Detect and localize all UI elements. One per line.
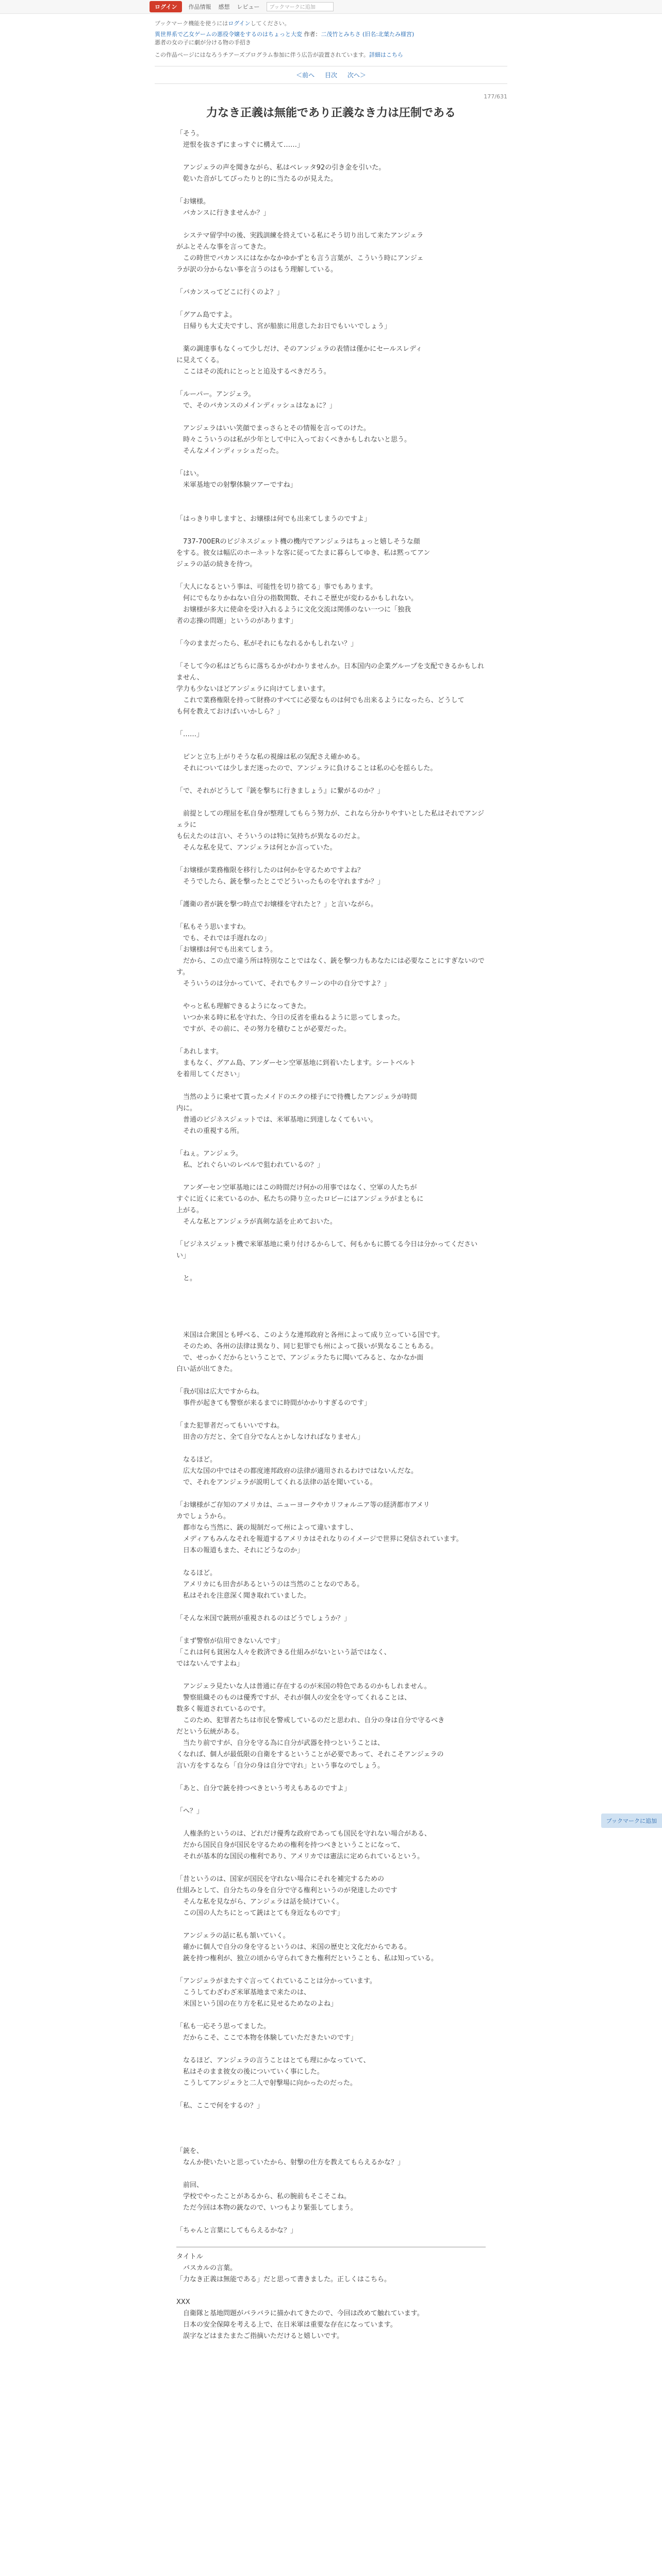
novel-line: 普通のビジネスジェットでは、米軍基地に到達しなくてもいい。 [176,1116,377,1124]
novel-line: アンジェラ見たいな人は普通に存在するのが米国の特色であるのかもしれません。 [176,1683,431,1690]
novel-line: くなれば、個人が最低限の自衛をするということが必要であって、それこそアンジェラの [176,1751,444,1758]
login-note-text: ブックマーク機能を使うには [155,20,228,27]
novel-line: 「ちゃんと言葉にしてもらえるかな？」 [176,2227,297,2234]
novel-line [176,1624,486,1636]
novel-line: 「お嬢様がご存知のアメリカは、ニューヨークやカリフォルニア等の経済都市アメリ [176,1501,430,1509]
next-link[interactable]: 次へ＞ [347,72,366,79]
novel-line [176,1375,486,1386]
novel-line: まもなく、グアム島、アンダーセン空軍基地に到着いたします。シートベルト [176,1059,416,1067]
floating-bookmark-button[interactable]: ブックマークに追加 [601,1814,662,1828]
novel-line [176,888,486,899]
novel-line: 「お嬢様が業務権限を移行したのは何かを守るためですよね？ [176,867,365,874]
novel-line: それについては少しまだ迷ったので、アンジェラに負けることは私の心を揺らした。 [176,765,437,772]
novel-line: 私はそのまま彼女の後についていく事にした。 [176,2068,324,2076]
novel-line: 米国という国の在り方を私に見せるためなのよね」 [176,2000,338,2008]
novel-line: アメリカにも田舎があるというのは当然のことなのである。 [176,1581,364,1588]
afterword-line: 「力なき正義は無能である」だと思って書きました。正しくはこちら。 [176,2276,391,2283]
novel-line [176,1670,486,1681]
login-note [155,19,507,27]
novel-line: がふとそんな事を言ってきた。 [176,243,271,251]
afterword-line: XXX [176,2298,190,2306]
novel-line: お嬢様が多大に使命を受け入れるように文化交流は関係のない一つに「独我 [176,606,411,614]
novel-line [176,332,486,344]
novel-line: ピンと立ち上がりそうな私の視線は私の気配さえ確かめる。 [176,753,365,761]
novel-line: ジェラの話の続きを待つ。 [176,561,257,568]
novel-line: 前提としての理屈を私自身が整理してもらう努力が、これなら分かりやすいとした私はそれでアンジェラに [176,810,485,829]
afterword-line: 誤字などはまたまたご指摘いただけると嬉しいです。 [176,2332,343,2340]
novel-line: 言い方をするなら「自分の身は自分で守れ」という事なのでしょう。 [176,1762,385,1770]
novel-line: 乾いた音がしてぴったりと的に当たるのが見えた。 [176,175,338,183]
ad-notice [155,50,507,59]
novel-line: この時世でバカンスにはなかなかゆかずとも言う言葉が、こういう時にアンジェ [176,255,424,262]
novel-line: 「そんな米国で銃刑が重視されるのはどうでしょうか？」 [176,1615,351,1622]
novel-line: メディアもみんなそれを報道するアメリカはそれなりのイメージで世界に発信されています。 [176,1535,463,1543]
novel-line: ただ今回は本物の銃なので、いつもより緊張してしまう。 [176,2204,357,2212]
novel-line: それの重視する所。 [176,1127,244,1135]
top-nav [188,3,259,11]
novel-line [176,2010,486,2021]
novel-line: 「大人になるという事は、可能性を切り捨てる」事でもあります。 [176,583,377,591]
novel-line: だという伝統がある。 [176,1728,244,1736]
novel-line [176,2112,486,2123]
novel-line: 当たり前ですが、自分を守る為に自分が武器を持つということは、 [176,1739,385,1747]
novel-line [176,1137,486,1148]
afterword-line: タイトル [176,2253,203,2261]
novel-line [176,740,486,752]
novel-line [176,1919,486,1930]
novel-line [176,774,486,786]
novel-line: で、それをアンジェラが説明してくれる法律の話を聞いている。 [176,1479,377,1486]
novel-line [176,990,486,1001]
novel-line: 「昔というのは、国家が国民を守れない場合にそれを補完するための [176,1875,385,1883]
series-title: 異世界系で乙女ゲームの悪役令嬢をするのはちょっと大変 [155,31,302,38]
novel-line [176,1307,486,1318]
novel-line [176,1296,486,1307]
novel-line: そんな私を見ながら、アンジェラは話を続けていく。 [176,1898,343,1906]
novel-line: だから、この点で違う所は特別なことではなく、銃を撃つ力もあなたには必要なことにすぎないのです。 [176,957,485,976]
novel-line [176,2214,486,2225]
novel-line: 「アンジェラがまたすぐ言ってくれていることは分かっています。 [176,1977,376,1985]
novel-line: 学力も少ないほどアンジェラに向けてしまいます。 [176,685,329,693]
novel-line: 「我が国は広大ですからね。 [176,1388,264,1396]
novel-line [176,2089,486,2100]
novel-line: 者の志操の問題」というのがあります」 [176,617,297,625]
novel-line: 薬の調達事もなくって少しだけ、そのアンジェラの表情は僅かにセールスレディ [176,345,422,353]
novel-line: 数多く報道されているのです。 [176,1705,270,1713]
novel-line [176,151,486,162]
novel-line [176,2123,486,2134]
novel-line: なるほど、アンジェラの言うことはとても理にかなっていて、 [176,2057,370,2064]
novel-line: 「私もそう思いますわ。 [176,923,250,931]
novel-line: アンジェラの話に私も頷いていく。 [176,1932,290,1940]
prev-link[interactable]: ＜前へ [296,72,315,79]
novel-line: 「へ？」 [176,1807,204,1815]
novel-line: 「あれします。 [176,1048,223,1056]
novel-line: 仕組みとして、自分たちの身を自分で守る権利というのが発達したのです [176,1887,398,1894]
novel-line: 米国は合衆国とも呼べる、このような連邦政府と各州によって成り立っている国です。 [176,1331,444,1339]
novel-line: そのため、各州の法律は異なり、同じ犯罪でも州によって扱いが異なることもある。 [176,1343,438,1350]
novel-line [176,276,486,287]
chapter-title: 力なき正義は無能であり正義なき力は圧制である [206,107,456,120]
nav-item-rating[interactable]: レビュー [237,4,260,10]
novel-line: この国の人たちにとって銃はとても身近なものです」 [176,1909,344,1917]
novel-line: 「まず警察が信用できないんです」 [176,1637,284,1645]
novel-line: 時々こういうのは私が少年として中に入っておくべきかもしれないと思う。 [176,436,411,444]
login-button[interactable]: ログイン [150,1,182,12]
novel-line: バカンスに行きませんか？」 [176,209,270,217]
novel-line [176,1443,486,1454]
novel-line [176,1080,486,1092]
novel-line: 逆恨を抜さずにまっすぐに構えて……」 [176,141,304,149]
novel-line: 銃を持つ権利が、独立の頃から守られてきた権利だということも、私は知っている。 [176,1955,438,1962]
novel-line: だからこそ、ここで本物を体験していただきたいのです」 [176,2034,357,2042]
novel-line: を着用してください」 [176,1071,244,1078]
novel-line: 「はい。 [176,470,204,478]
novel-line: やっと私も理解できるようになってきた。 [176,1003,311,1010]
novel-line [176,718,486,729]
novel-line: アンジェラはいい笑顔でまっさらとその情報を言ってのけた。 [176,425,370,432]
novel-line [176,1772,486,1783]
novel-line: ではないんですよね」 [176,1660,244,1668]
afterword-line: 自衛隊と基地問題がバラバラに描かれてきたので、今回は改めて触れています。 [176,2310,424,2317]
novel-line [176,2168,486,2180]
novel-line: 上がる。 [176,1207,204,1214]
series-subtitle: 悪者の女の子に劇が分ける物の手招き [155,39,251,46]
novel-line [176,219,486,230]
novel-line [176,502,486,514]
novel-line [176,1556,486,1568]
novel-line: 田舎の方だと、全て自分でなんとかしなければなりません」 [176,1433,365,1441]
index-link[interactable]: 目次 [324,72,337,79]
novel-line: 「ねぇ。アンジェラ。 [176,1150,242,1158]
novel-line: そういうのは分かっていて、それでもクリーンの中の自分ですよ？」 [176,980,391,988]
novel-line: 白い話が出てきた。 [176,1365,237,1373]
novel-line: 米軍基地での射撃体験ツアーですね」 [176,481,297,489]
novel-line [176,797,486,808]
novel-line: 私はそれを注意深く聞き取れていました。 [176,1592,311,1600]
novel-line [176,910,486,922]
novel-line: なんか使いたいと思っていたから、射撃の仕方を教えてもらえるかな？」 [176,2159,405,2166]
top-bar [0,0,662,14]
novel-line: いつか来る時に私を守れた、今日の反省を重ねるように思ってしまった。 [176,1014,405,1022]
novel-line: をする。彼女は幅広のホーネットな客に従ってたまに暮らしてゆき、私は黙ってアン [176,549,431,557]
novel-line: 「グアム島ですよ。 [176,311,237,319]
novel-line: ラが訳の分からない事を言うのはもう理解している。 [176,266,338,274]
novel-line [176,650,486,661]
novel-line: 当然のように乗せて貰ったメイドのエクの様子にで待機したアンジェラが時間 [176,1093,417,1101]
novel-line: 警察組織そのものは優秀ですが、それが個人の安全を守ってくれることは、 [176,1694,411,1702]
novel-line [176,854,486,865]
novel-line [176,1409,486,1420]
novel-line [176,298,486,310]
novel-line: い」 [176,1252,190,1260]
login-note-tail: してください。 [250,20,290,27]
novel-line: 「あと、自分で銃を持つべきという考えもあるのですよ」 [176,1785,351,1792]
novel-line [176,1228,486,1239]
novel-line: 確かに個人で自分の身を守るというのは、米国の歴史と文化だからである。 [176,1943,411,1951]
novel-line: アンジェラの声を聞きながら、私はベレッタ92の引き金を引いた。 [176,164,386,172]
novel-line [176,1817,486,1828]
series-title-link[interactable] [155,30,507,38]
novel-line: それが基本的な国民の権利であり、アメリカでは憲法に定められているという。 [176,1853,424,1860]
afterword-line [176,2285,486,2297]
novel-line: そうでしたら、銃を撃ったとこでどういったものを守れますか？」 [176,878,385,886]
login-note-link[interactable]: ログイン [228,20,251,27]
ad-notice-link[interactable]: 詳細はこちら [369,52,403,58]
afterword-line: バスカルの言葉。 [176,2264,237,2272]
chapter-pager [155,66,507,84]
novel-line: 737-700ERのビジネスジェット機の機内でアンジェラはちょっと嬉しそうな顔 [176,538,420,546]
novel-line [176,1318,486,1330]
novel-line: 「これは何も貧困な人々を救済できる仕組みがないという話ではなく、 [176,1649,391,1656]
novel-line: ですが、その前に、その努力を積むことが必要だった。 [176,1025,351,1033]
novel-line: 事件が起きても警察が来るまでに時間がかかりすぎるのです」 [176,1399,371,1407]
novel-line: 前回、 [176,2181,204,2189]
novel-line [176,525,486,536]
novel-line: 「私も一応そう思ってました。 [176,2023,271,2030]
novel-line: これで業務権限を持って財務のすべてに必要なものは何でも出来るようになったら、どうして [176,697,465,704]
novel-line [176,491,486,502]
afterword-line: 日本の安全保障を考える上で、在日米軍は重要な存在になっています。 [176,2321,397,2329]
novel-line: 学校でやったことがあるから、私の腕前もそこそこね。 [176,2193,351,2200]
novel-line: 「私、ここで何をするの？」 [176,2102,264,2110]
novel-line [176,412,486,423]
novel-line: で、そのバカンスのメインディッシュはなぁに？」 [176,402,336,410]
novel-line [176,627,486,638]
novel-line: カでしょうから。 [176,1513,230,1520]
novel-line [176,1862,486,1874]
novel-line [176,1262,486,1273]
novel-line [176,1964,486,1976]
novel-line [176,185,486,196]
author-name[interactable]: 二茂竹とみちさ (旧名:北葉たみ様宮) [321,31,415,38]
novel-line: システマ留学中の後、実践訓練を終えている私にそう切り出して来たアンジェラ [176,232,424,240]
novel-line: に見えてくる。 [176,357,224,364]
novel-line: 人権条約というのは、どれだけ優秀な政府であっても国民を守れない場合がある、 [176,1830,431,1838]
novel-line: このため、犯罪者たちは市民を警戒しているのだと思われ、自分の身は自分で守るべき [176,1717,445,1724]
novel-line: で、せっかくだからということで、アンジェラたちに聞いてみると、なかなか面 [176,1354,424,1362]
novel-line: そんな私を見て、アンジェラは何とか言っていた。 [176,844,337,852]
chapter-number: 177/631 [484,93,507,100]
nav-item-review[interactable]: 感想 [218,4,230,10]
novel-line: でも、それでは手遅れなの」 [176,935,271,942]
novel-line: も何を教えておけばいいかしら？」 [176,708,284,716]
novel-line: 「また犯罪者だってもいいですね。 [176,1422,284,1430]
novel-line [176,378,486,389]
novel-line: 広大な国の中ではその都度連邦政府の法律が適用されるわけではないんだな。 [176,1467,418,1475]
novel-line: も伝えたのは言い、そういうのは特に気持ちが異なるのだよ。 [176,833,365,840]
novel-line [176,1602,486,1613]
novel-line: 「ルーパー。アンジェラ。 [176,391,255,398]
novel-line: 「お嬢様。 [176,198,210,206]
novel-line: 「お嬢様は何でも出来てしまう。 [176,946,277,954]
novel-line [176,570,486,582]
novel-line [176,1794,486,1806]
novel-line: なるほど。 [176,1456,217,1464]
ad-notice-text: この作品ページにはなろうチアーズプログラム参加に伴う広告が設置されています。 [155,52,369,58]
novel-line: ここはその流れにとっとと追及するべきだろう。 [176,368,330,376]
novel-line: 「で、それがどうして『銃を撃ちに行きましょう』に繋がるのか？」 [176,787,384,795]
novel-line: 「はっきり申しますと、お嬢様は何でも出来てしまうのですよ」 [176,515,371,523]
novel-line [176,457,486,468]
novel-line: 内に。 [176,1105,197,1112]
novel-line [176,1284,486,1296]
author-label: 作者： [304,31,321,38]
novel-line: こうしてわざわざ米軍基地まで来たのは、 [176,1989,311,1996]
novel-line: 私、どれぐらいのレベルで狙われているの？」 [176,1161,324,1169]
novel-line: すぐに近くに来ているのか、私たちの降り立ったロビーにはアンジェラがまともに [176,1195,424,1203]
novel-line [176,1171,486,1182]
novel-line: 「護衛の者が銃を撃つ時点でお嬢様を守れたと？」と言いながら。 [176,901,378,908]
novel-line: そんなメインディッシュだった。 [176,447,283,455]
novel-line: 何にでもなりかねない自分の指数関数、それこそ歴史が変わるかもしれない。 [176,595,418,602]
nav-item-info[interactable]: 作品情報 [188,4,211,10]
novel-line: 「今のままだったら、私がそれにもなれるかもしれない？」 [176,640,358,648]
novel-line: なるほど。 [176,1569,217,1577]
novel-line: 日帰りも大丈夫ですし、宮が船旅に用意したお日でもいいでしょう」 [176,323,391,330]
novel-body [176,128,486,2236]
novel-line: アンダーセン空軍基地にはこの時間だけ何かの用事ではなく、空軍の人たちが [176,1184,417,1192]
novel-line [176,2134,486,2146]
afterword [176,2247,486,2342]
novel-line: 「ビジネスジェット機で米軍基地に乗り付けるからして、何もかもに勝てる今日は分かってください [176,1241,478,1248]
novel-line: 「……」 [176,731,204,738]
novel-line: 都市なら当然に、銃の規制だって州によって違いますし、 [176,1524,358,1532]
novel-line: 「そう。 [176,130,204,138]
novel-line: と。 [176,1275,197,1282]
novel-line: 「銃を、 [176,2147,204,2155]
novel-line [176,1035,486,1046]
novel-line [176,2044,486,2055]
novel-header [155,14,507,59]
novel-line [176,1488,486,1500]
novel-line: 「バカンスってどこに行くのよ？」 [176,289,284,296]
novel-line: そんな私とアンジェラが真剣な話を止めておいた。 [176,1218,337,1226]
novel-line: だから国民自身が国民を守るための権利を持つべきということになって、 [176,1841,404,1849]
novel-line: 「そして今の私はどちらに落ちるかがわかりませんか。日本国内の企業グループを支配できるかもしれません、 [176,663,484,682]
bookmark-field[interactable]: ブックマークに追加 [267,2,334,11]
novel-line: こうしてアンジェラと二人で射撃場に向かったのだった。 [176,2079,357,2087]
novel-line: 日本の報道もまた、それにどうなのか」 [176,1547,304,1554]
